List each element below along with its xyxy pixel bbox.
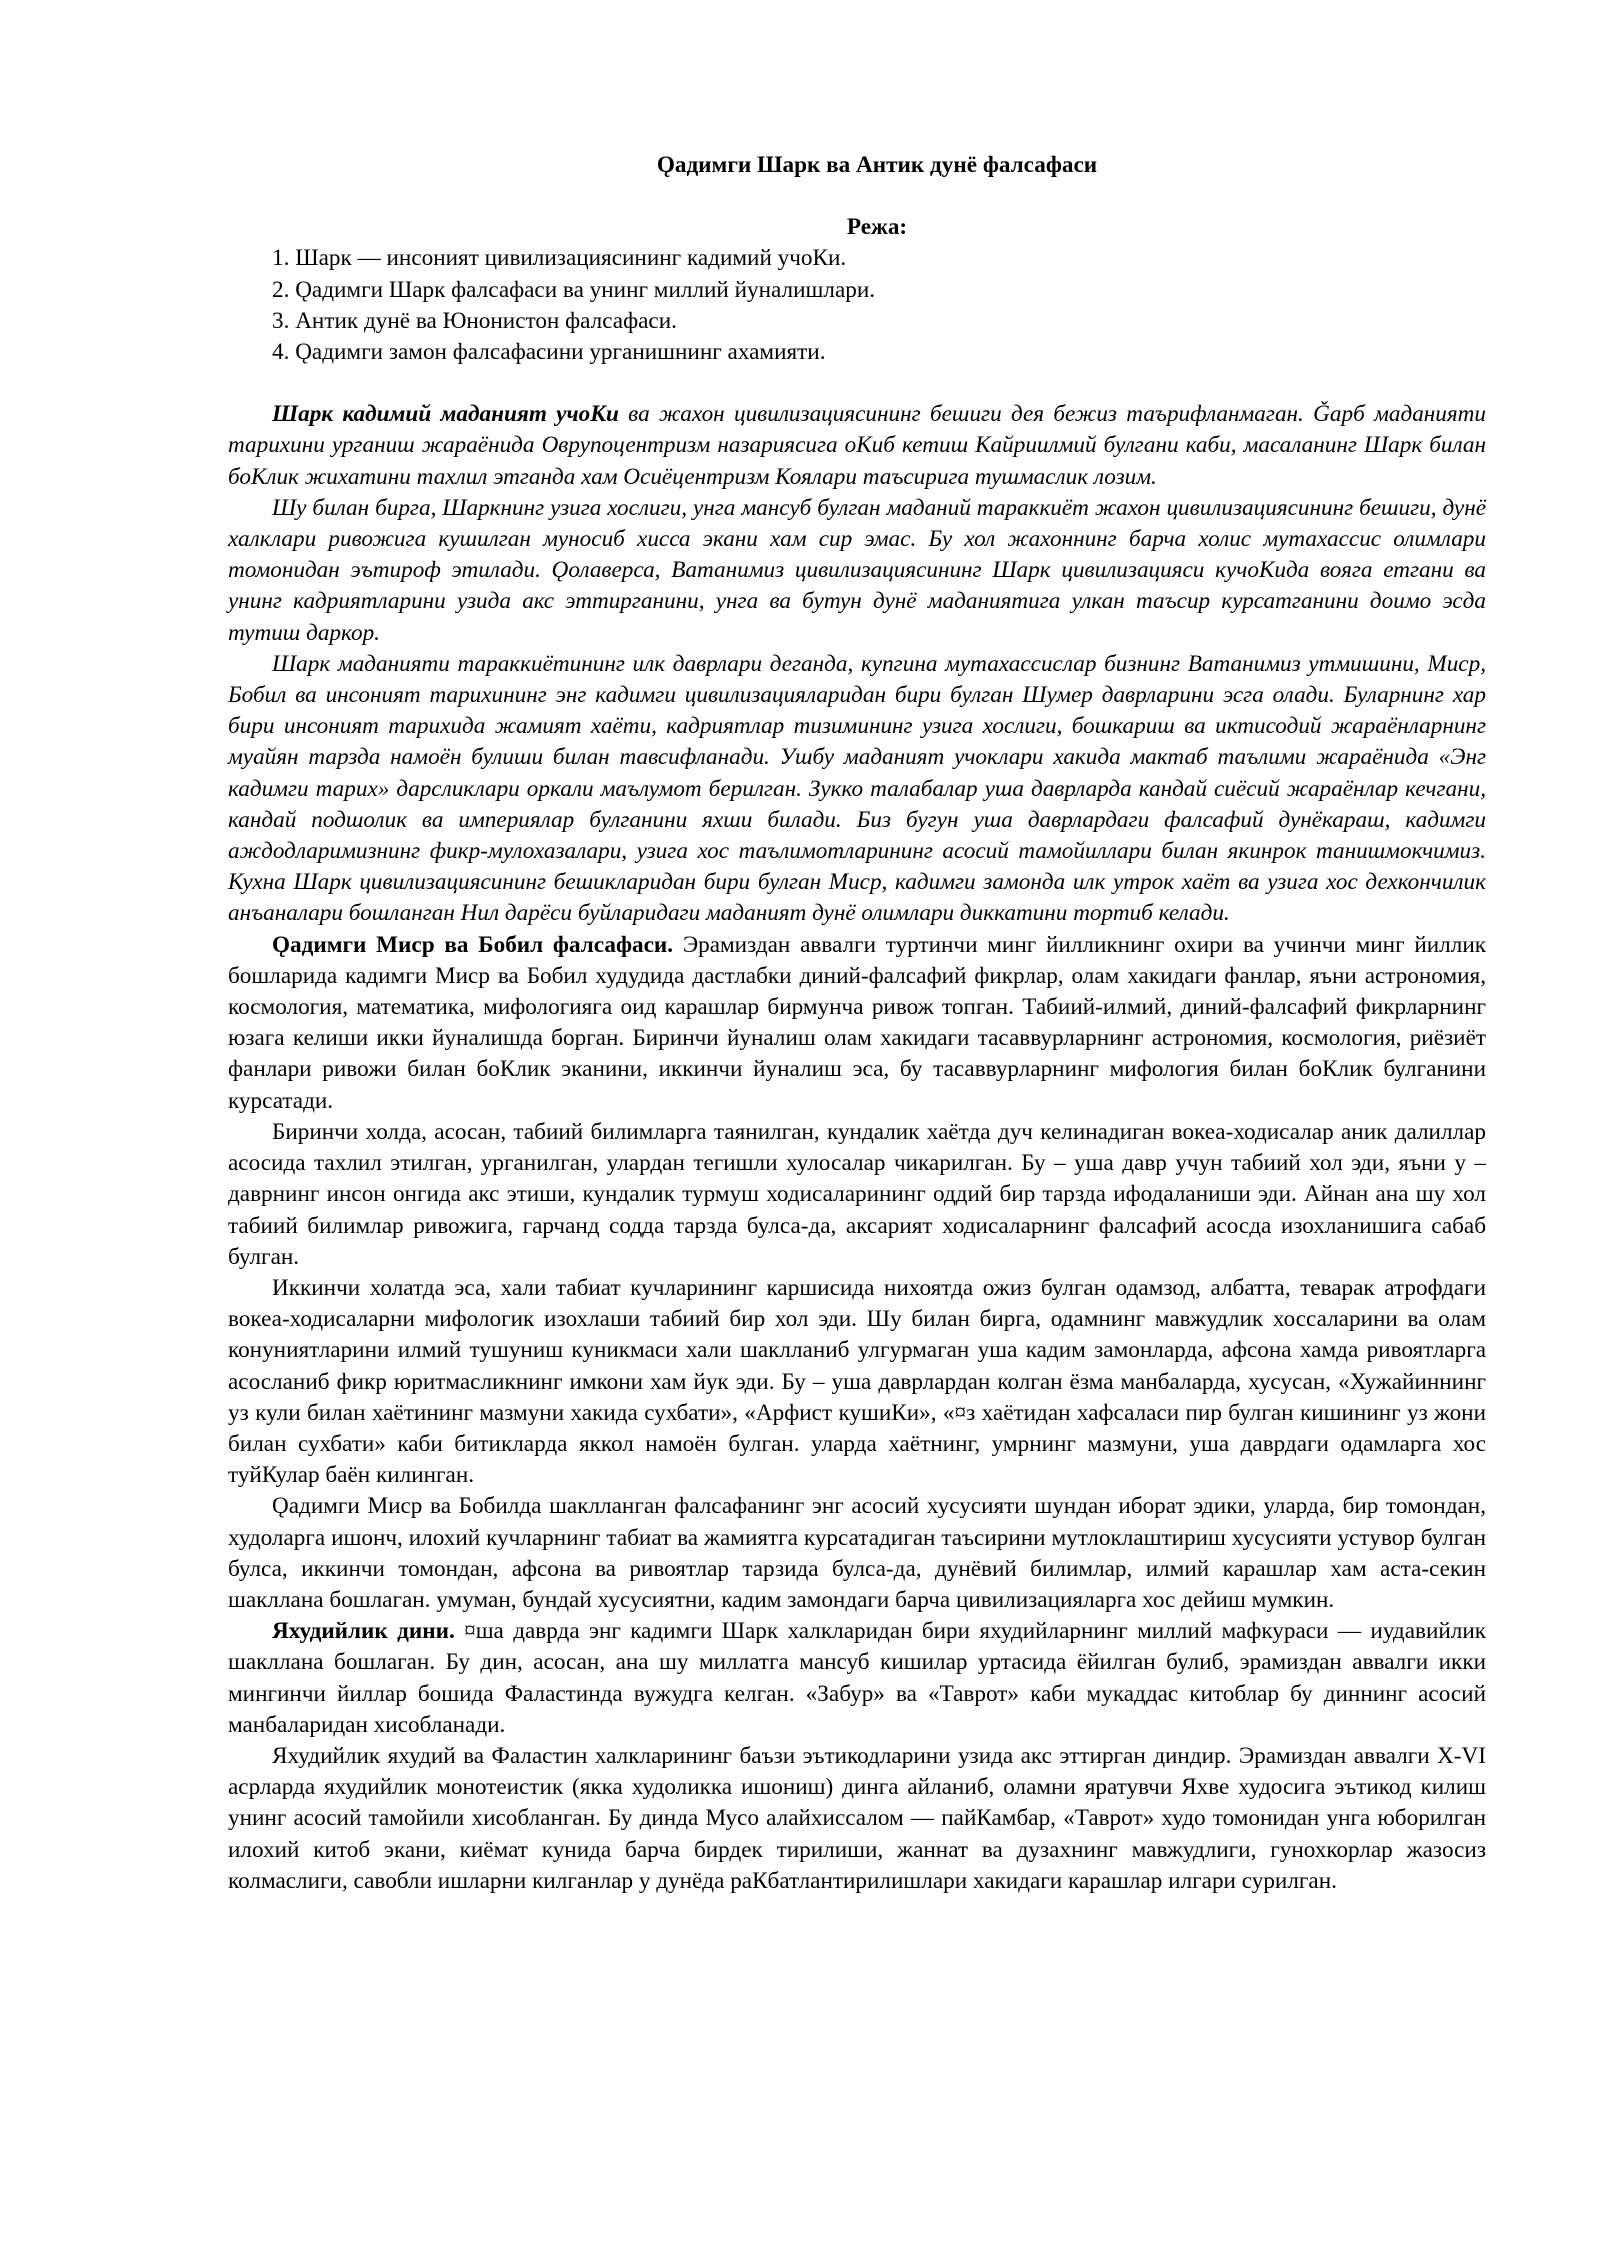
paragraph-judaism-details bbox=[228, 1741, 1486, 1897]
paragraph-text: ва жахон цивилизациясининг бешиги дея бежиз таърифланмаган. Ǧарб маданияти тарихини урганиш жараёнида Оврупоцентризм назариясига оКиб кетиш Кайриилмий булгани каби, масаланинг Шарк билан боКлик жихатини тахлил этганда хам Осиёцентризм Коялари таъсирига тушмаслик лозим. bbox=[228, 401, 1486, 490]
plan-item: 3. Антик дунё ва Юнонистон фалсафаси. bbox=[272, 307, 677, 334]
section-heading: Яхудийлик дини. bbox=[272, 1618, 455, 1645]
paragraph-text: Эрамиздан аввалги туртинчи минг йилликнинг охири ва учинчи минг йиллик бошларида кадимги Миср ва Бобил худудида дастлабки диний-фалсафий фикрлар, олам хакидаги фанлар, яъни астрономия, космология, математика, мифологияга оид карашлар бирмунча ривож топган. Табиий-илмий, диний-фалсафий фикрларнинг юзага келиши икки йуналишда борган. Биринчи йуналиш олам хакидаги тасаввурларнинг астрономия, космология, риёзиёт фанлари ривожи билан боКлик эканини, иккинчи йуналиш эса, бу тасаввурларнинг мифология билан боКлик булганини курсатади. bbox=[228, 931, 1486, 1114]
paragraph-lead: Шарк кадимий маданият учоКи bbox=[272, 401, 619, 428]
document-page bbox=[228, 150, 1486, 1897]
plan-list bbox=[228, 243, 1486, 368]
paragraph-second-case bbox=[228, 1273, 1486, 1491]
plan-item: 1. Шарк — инсоният цивилизациясининг кадимий учоКи. bbox=[272, 245, 847, 272]
paragraph-early-civilizations bbox=[228, 649, 1486, 930]
paragraph-text: Шу билан бирга, Шаркнинг узига хослиги, унга мансуб булган маданий тараккиёт жахон цивилизациясининг бешиги, дунё халклари ривожига кушилган муносиб хисса экани хам сир эмас. Бу хол жахоннинг барча холис мутахассис олимлари томонидан эътироф этилади. Ǫолаверса, Ватанимиз цивилизациясининг Шарк цивилизацияси кучоКида вояга етгани ва унинг кадриятларини узида акс эттирганини, унга ва бутун дунё маданиятига улкан таъсир курсатганини доимо эсда тутиш даркор. bbox=[228, 494, 1486, 646]
plan-item: 4. Ǫадимги замон фалсафасини урганишнинг ахамияти. bbox=[272, 339, 826, 366]
section-heading: Ǫадимги Миср ва Бобил фалсафаси. bbox=[272, 931, 674, 958]
paragraph-text: Шарк маданияти тараккиётининг илк даврлари деганда, купгина мутахассислар бизнинг Ватанимиз утмишини, Миср, Бобил ва инсоният тарихининг энг кадимги цивилизацияларидан бири булган Шумер даврларини эсга олади. Буларнинг хар бири инсоният тарихида жамият хаёти, кадриятлар тизимининг узига хослиги, бошкариш ва иктисодий жараёнларнинг муайян тарзда намоён булиши билан тавсифланади. Ушбу маданият учоклари хакида мактаб таълими жараёнида «Энг кадимги тарих» дарсликлари оркали маълумот берилган. Зукко талабалар уша даврларда кандай сиёсий жараёнлар кечгани, кандай подшолик ва империялар булганини яхши билади. Биз бугун уша даврлардаги фалсафий дунёкараш, кадимги аждодларимизнинг фикр-мулохазалари, узига хос таълимотларининг асосий тамойиллари билан якинрок танишмокчимиз. Кухна Шарк цивилизациясининг бешикларидан бири булган Миср, кадимги замонда илк утрок хаёт ва узига хос дехкончилик анъаналари бошланган Нил дарёси буйларидаги маданият дунё олимлари диккатини тортиб келади. bbox=[228, 650, 1486, 927]
paragraph-egypt-babylon bbox=[228, 930, 1486, 1117]
paragraph-egypt-features bbox=[228, 1491, 1486, 1616]
paragraph-judaism bbox=[228, 1616, 1486, 1741]
plan-item: 2. Ǫадимги Шарк фалсафаси ва унинг миллий йуналишлари. bbox=[272, 276, 876, 303]
paragraph-text: Иккинчи холатда эса, хали табиат кучларининг каршисида нихоятда ожиз булган одамзод, албатта, теварак атрофдаги вокеа-ходисаларни мифологик изохлаши табиий бир хол эди. Шу билан бирга, одамнинг мавжудлик хоссаларини ва олам конуниятларини илмий тушуниш куникмаси хали шаклланиб улгурмаган уша кадим замонларда, афсона хамда ривоятларга асосланиб фикр юритмасликнинг имкони хам йук эди. Бу – уша даврлардан колган ёзма манбаларда, хусусан, «Хужайиннинг уз кули билан хаётининг мазмуни хакида сухбати», «Арфист кушиКи», «¤з хаётидан хафсаласи пир булган кишининг уз жони билан сухбати» каби битикларда яккол намоён булган. уларда хаётнинг, умрнинг мазмуни, уша даврдаги одамларга хос туйКулар баён килинган. bbox=[228, 1274, 1486, 1489]
paragraph-text: Биринчи холда, асосан, табиий билимларга таянилган, кундалик хаётда дуч келинадиган вокеа-ходисалар аник далиллар асосида тахлил этилган, урганилган, улардан тегишли хулосалар чикарилган. Бу – уша давр учун табиий хол эди, яъни у – даврнинг инсон онгида акс этиши, кундалик турмуш ходисаларининг оддий бир тарзда ифодаланиши эди. Айнан ана шу хол табиий билимлар ривожига, гарчанд содда тарзда булса-да, аксарият ходисаларнинг фалсафий асосда изохланишига сабаб булган. bbox=[228, 1118, 1486, 1270]
plan-heading: Режа: bbox=[846, 214, 908, 241]
paragraph-text: Яхудийлик яхудий ва Фаластин халкларининг баъзи эътикодларини узида акс эттирган диндир. Эрамиздан аввалги X-VI асрларда яхудийлик монотеистик (якка худоликка ишониш) динга айланиб, оламни яратувчи Яхве худосига эътикод килиш унинг асосий тамойили хисобланган. Бу динда Мусо алайхиссалом — пайКамбар, «Таврот» худо томонидан унга юборилган илохий китоб экани, киёмат кунида барча бирдек тирилиши, жаннат ва дузахнинг мавжудлиги, гунохкорлар жазосиз колмаслиги, савобли ишларни килганлар у дунёда раКбатлантирилишлари хакидаги карашлар илгари сурилган. bbox=[228, 1742, 1486, 1894]
paragraph-first-case bbox=[228, 1117, 1486, 1273]
paragraph-text: ¤ша даврда энг кадимги Шарк халкларидан бири яхудийларнинг миллий мафкураси — иудавийлик шакллана бошлаган. Бу дин, асосан, ана шу миллатга мансуб кишилар уртасида ёйилган булиб, эрамиздан аввалги икки мингинчи йиллар бошида Фаластинда вужудга келган. «Забур» ва «Таврот» каби мукаддас китоблар бу диннинг асосий манбаларидан хисобланади. bbox=[228, 1618, 1487, 1738]
document-title: Ǫадимги Шарк ва Антик дунё фалсафаси bbox=[656, 152, 1098, 178]
paragraph-east-cradle bbox=[228, 399, 1486, 493]
paragraph-east-uniqueness bbox=[228, 493, 1486, 649]
paragraph-text: Ǫадимги Миср ва Бобилда шаклланган фалсафанинг энг асосий хусусияти шундан иборат эдики, уларда, бир томондан, худоларга ишонч, илохий кучларнинг табиат ва жамиятга курсатадиган таъсирини мутлоклаштириш хусусияти устувор булган булса, иккинчи томондан, афсона ва ривоятлар тарзида булса-да, дунёвий билимлар, илмий карашлар хам аста-секин шакллана бошлаган. умуман, бундай хусусиятни, кадим замондаги барча цивилизацияларга хос дейиш мумкин. bbox=[228, 1493, 1486, 1613]
